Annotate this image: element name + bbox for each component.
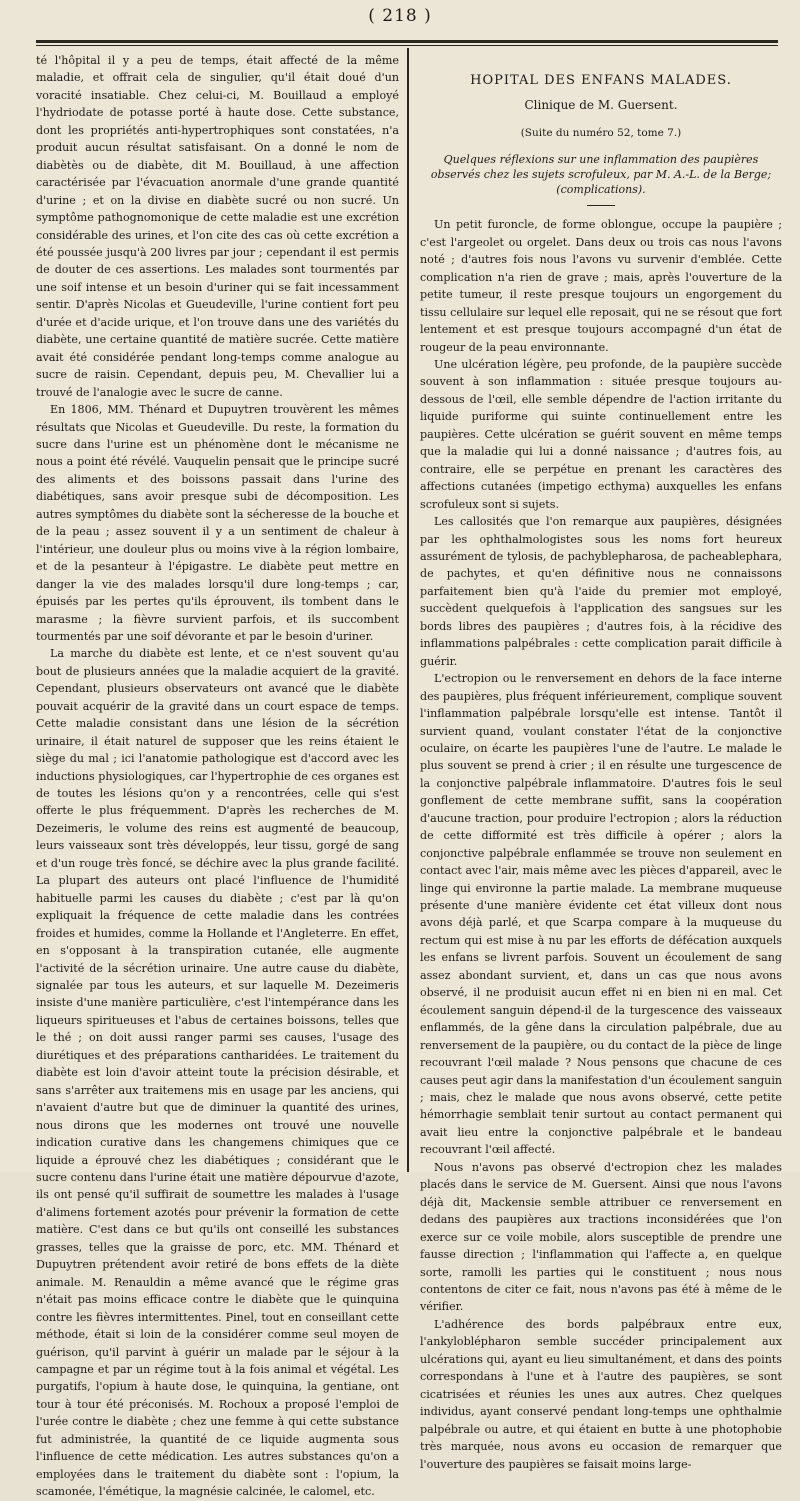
right-paragraph-4: L'ectropion ou le renversement en dehors de la face interne des paupières, plus fréquent inférieurement, complique souvent l'inflammation palpébrale lorsqu'elle est intense. Tantôt il survient quand, voulant constater l'état de la conjonctive oculaire, on écarte les paupières l'une de l'autre. Le malade le plus souvent se prend à crier ; il en résulte une turgescence de la conjonctive palpébrale inflammatoire. D'autres fois le seul gonflement de cette membrane suffit, sans la coopération d'aucune traction, pour produire l'ectropion ; alors la réduction de cette difformité est très difficile à opérer ; alors la conjonctive palpébrale enflammée se trouve non seulement en contact avec l'air, mais même avec les pièces d'appareil, avec le linge qui environne la partie malade. La membrane muqueuse présente d'une manière évidente cet état villeux dont nous avons déjà parlé, et que Scarpa compare à la muqueuse du rectum qui est mise à nu par les efforts de défécation auxquels les enfans se livrent parfois. Souvent un écoulement de sang assez abondant survient, et, dans un cas que nous avons observé, il ne produisit aucun effet ni en bien ni en mal. Cet écoulement sanguin dépend-il de la turgescence des vaisseaux enflammés, de la gêne dans la circulation palpébrale, due au renversement de la paupière, ou du contact de la pièce de linge recouvrant l'œil malade ? Nous pensons que chacune de ces causes peut agir dans la manifestation d'un écoulement sanguin ; mais, chez le malade que nous avons observé, cette petite hémorrhagie semblait tenir surtout au contact permanent qui avait lieu entre la conjonctive palpébrale et le bandeau recouvrant l'œil affecté. xyxy=(420,672,783,1157)
title-separator xyxy=(587,205,615,206)
left-paragraph-3: La marche du diabète est lente, et ce n'est souvent qu'au bout de plusieurs années que la maladie acquiert de la gravité. Cependant, plusieurs observateurs ont avancé que le diabète pouvait acquérir de la gravité dans un court espace de temps. Cette maladie consistant dans une lésion de la sécrétion urinaire, il était naturel de supposer que les reins étaient le siège du mal ; ici l'anatomie pathologique est d'accord avec les inductions physiologiques, car l'hypertrophie de ces organes est de toutes les lésions qu'on y a rencontrées, celle qui s'est offerte le plus fréquemment. D'après les recherches de M. Dezeimeris, le volume des reins est augmenté de beaucoup, leurs vaisseaux sont très développés, leur tissu, gorgé de sang et d'un rouge très foncé, se déchire avec la plus grande facilité. La plupart des auteurs ont placé l'influence de l'humidité habituelle parmi les causes du diabète ; c'est par là qu'on expliquait la fréquence de cette maladie dans les contrées froides et humides, comme la Hollande et l'Angleterre. En effet, en s'opposant à la transpiration cutanée, elle augmente l'activité de la sécrétion urinaire. Une autre cause du diabète, signalée par tous les auteurs, et sur laquelle M. Dezeimeris insiste d'une manière particulière, c'est l'intempérance dans les liqueurs spiritueuses et l'abus de certaines boissons, telles que le thé ; on doit aussi ranger parmi ses causes, l'usage des diurétiques et des préparations cantharidées. Le traitement du diabète est loin d'avoir atteint toute la précision désirable, et sans s'arrêter aux traitemens mis en usage par les anciens, qui n'avaient d'autre but que de diminuer la quantité des urines, nous dirons que les modernes ont trouvé une nouvelle indication curative dans les changemens chimiques que ce liquide a éprouvé chez les diabétiques ; considérant que le sucre contenu dans l'urine était une matière dépourvue d'azote, ils ont pensé qu'il suffirait de soumettre les malades à l'usage d'alimens fortement azotés pour prévenir la formation de cette matière. C'est dans ce but qu'ils ont conseillé les substances grasses, telles que la graisse de porc, etc. MM. Thénard et Dupuytren prétendent avoir retiré de bons effets de la diète animale. M. Renauldin a même avancé que le régime gras n'était pas moins efficace contre le diabète que le quinquina contre les fièvres intermittentes. Pinel, tout en conseillant cette méthode, était si loin de la considérer comme seul moyen de guérison, qu'il parvint à guérir un malade par le séjour à la campagne et par un régime tout à la fois animal et végétal. Les purgatifs, l'opium à haute dose, le quinquina, la gentiane, ont tour à tour été préconisés. M. Rochoux a proposé l'emploi de l'urée contre le diabète ; chez une femme à qui cette substance fut administrée, la quantité de ce liquide augmenta sous l'influence de cette médication. Les autres substances qu'on a employées dans le traitement du diabète sont : l'opium, la scamonée, l'émétique, la magnésie calcinée, le calomel, etc. xyxy=(36,647,399,1499)
left-paragraph-1: té l'hôpital il y a peu de temps, était affecté de la même maladie, et offrait cela de singulier, qu'il était doué d'un voracité insatiable. Chez celui-ci, M. Bouillaud a employé l'hydriodate de potasse porté à haute dose. Cette substance, dont les propriétés anti-hypertrophiques sont constatées, n'a produit aucun résultat satisfaisant. On a donné le nom de diabètès ou de diabète, dit M. Bouillaud, à une affection caractérisée par l'évacuation anormale d'une grande quantité d'urine ; et on la divise en diabète sucré ou non sucré. Un symptôme pathognomonique de cette maladie est une excrétion considérable des urines, et l'on cite des cas où cette excrétion a été poussée jusqu'à 200 livres par jour ; cependant il est permis de douter de ces assertions. Les malades sont tourmentés par une soif intense et un besoin d'uriner qui se fait incessamment sentir. D'après Nicolas et Gueudeville, l'urine contient fort peu d'urée et d'acide urique, et l'on trouve dans une des variétés du diabète, une certaine quantité de matière sucrée. Cette matière avait été considérée pendant long-temps comme analogue au sucre de raisin. Cependant, depuis peu, M. Chevallier lui a trouvé de l'analogie avec le sucre de canne. xyxy=(36,54,399,399)
right-paragraph-6: L'adhérence des bords palpébraux entre eux, l'ankyloblépharon semble succéder principalement aux ulcérations qui, ayant eu lieu simultanément, et dans des points correspondans à l'une et à l'autre des paupières, se sont cicatrisées et réunies les unes aux autres. Chez quelques individus, ayant conservé pendant long-temps une ophthalmie palpébrale ou autre, et qui étaient en butte à une photophobie très marquée, nous avons eu occasion de remarquer que l'ouverture des paupières se faisait moins large- xyxy=(420,1317,782,1471)
right-paragraph-2: Une ulcération légère, peu profonde, de la paupière succède souvent à son inflammation : située presque toujours au-dessous de l'œil, elle semble dépendre de l'action irritante du liquide puriforme qui suinte continuellement entre les paupières. Cette ulcération se guérit souvent en même temps que la maladie qui lui a donné naissance ; d'autres fois, au contraire, elle se perpétue en prenant les caractères des affections cutanées (impetigo ecthyma) auxquelles les enfans scrofuleux sont si sujets. xyxy=(420,357,782,511)
left-paragraph-2: En 1806, MM. Thénard et Dupuytren trouvèrent les mêmes résultats que Nicolas et Gueudeville. Du reste, la formation du sucre dans l'urine est un phénomène dont le mécanisme ne nous a point été révélé. Vauquelin pensait que le principe sucré des aliments et des boissons passait dans l'urine des diabétiques, sans avoir presque subi de décomposition. Les autres symptômes du diabète sont la sécheresse de la bouche et de la peau ; assez souvent il y a un sentiment de chaleur à l'intérieur, une douleur plus ou moins vive à la région lombaire, et de la pesanteur à l'épigastre. Le diabète peut mettre en danger la vie des malades lorsqu'il dure long-temps ; car, épuisés par les pertes qu'ils éprouvent, ils tombent dans le marasme ; la fièvre survient parfois, et ils succombent tourmentés par une soif dévorante et par le besoin d'uriner. xyxy=(36,403,399,643)
header-rule xyxy=(36,40,778,43)
continuation-note: (Suite du numéro 52, tome 7.) xyxy=(520,126,682,139)
column-divider xyxy=(407,48,409,1172)
page-number: ( 218 ) xyxy=(368,6,432,26)
article-title: Quelques réflexions sur une inflammation des paupières observés chez les sujets scrofuleux, par M. A.-L. de la Berge; (complications). xyxy=(430,153,772,197)
right-paragraph-3: Les callosités que l'on remarque aux paupières, désignées par les ophthalmologistes sous les noms fort heureux assurément de tylosis, de pachyblepharosa, de pacheablephara, de pachytes, et qu'en définitive nous ne connaissons parfaitement bien qu'à l'aide du premier mot employé, succèdent quelquefois à l'application des sangsues sur les bords libres des paupières ; d'autres fois, à la récidive des inflammations palpébrales : cette complication parait difficile à guérir. xyxy=(420,515,782,668)
header-rule-thin xyxy=(36,45,778,46)
right-paragraph-1: Un petit furoncle, de forme oblongue, occupe la paupière ; c'est l'argeolet ou orgelet. Dans deux ou trois cas nous l'avons noté ; d'autres fois nous l'avons vu survenir d'emblée. Cette complication n'a rien de grave ; mais, après l'ouverture de la petite tumeur, il reste presque toujours un engorgement du tissu cellulaire sur lequel elle reposait, qui ne se résout que fort lentement et est presque toujours accompagné d'un état de rougeur de la peau environnante. xyxy=(420,218,782,354)
section-title: HOPITAL DES ENFANS MALADES. xyxy=(470,73,732,88)
right-paragraph-5: Nous n'avons pas observé d'ectropion chez les malades placés dans le service de M. Guersent. Ainsi que nous l'avons déjà dit, Mackensie semble attribuer ce renversement en dedans des paupières aux tractions inconsidérées que l'on exerce sur ce voile mobile, alors susceptible de prendre une fausse direction ; l'inflammation qui l'affecte a, en quelque sorte, ramolli les parties qui le constituent ; nous nous contentons de citer ce fait, nous n'avons pas été à même de le vérifier. xyxy=(420,1160,782,1314)
right-column xyxy=(420,52,783,1471)
left-column xyxy=(36,52,399,1499)
clinic-heading: Clinique de M. Guersent. xyxy=(524,98,678,113)
